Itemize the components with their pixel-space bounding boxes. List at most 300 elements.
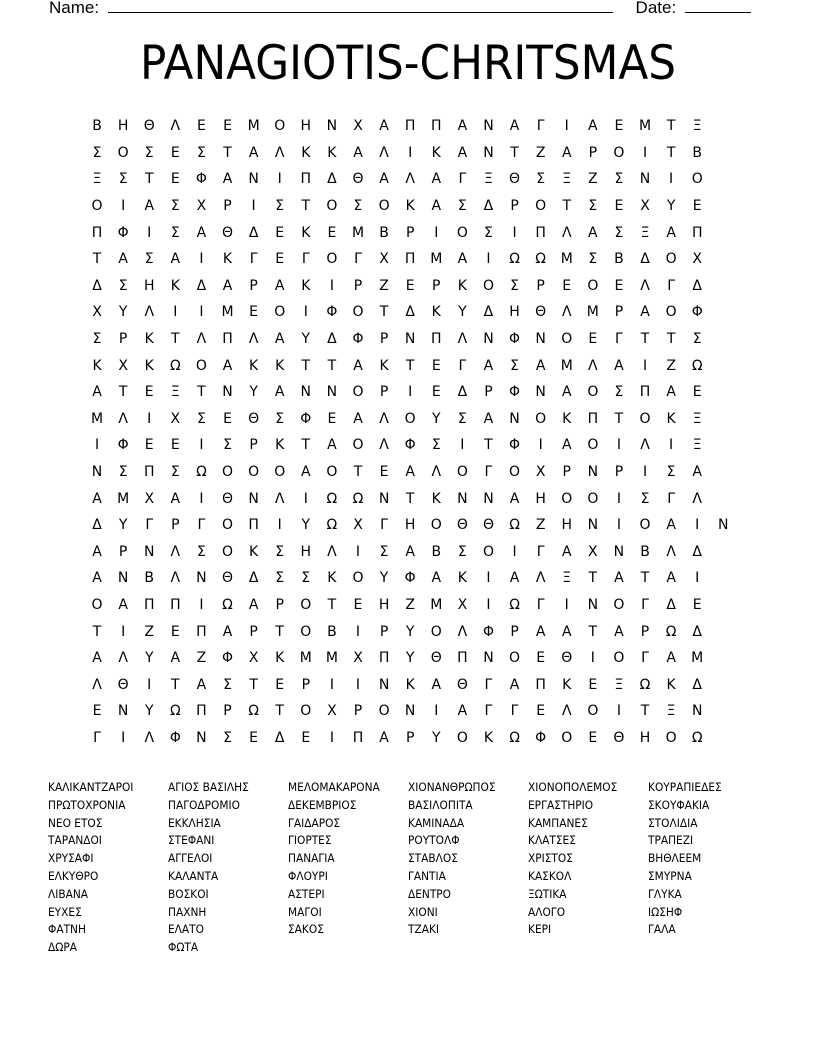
grid-letter: Ο	[91, 198, 103, 215]
grid-letter: Θ	[143, 118, 155, 135]
grid-letter: Τ	[249, 676, 258, 693]
word-list-item: ΣΚΟΥΦΑΚΙΑ	[648, 797, 710, 812]
grid-letter: Α	[379, 729, 389, 746]
grid-letter: Π	[170, 596, 181, 613]
grid-letter: Χ	[588, 543, 598, 560]
grid-letter: Α	[561, 144, 572, 161]
grid-letter: Τ	[405, 357, 415, 374]
grid-letter: Γ	[354, 251, 362, 268]
grid-letter: Σ	[614, 171, 624, 188]
grid-letter: Σ	[588, 251, 598, 268]
word-list-item: ΚΑΜΠΑΝΕΣ	[528, 815, 588, 830]
grid-letter: Ζ	[535, 144, 546, 161]
grid-letter: Ε	[170, 623, 180, 640]
grid-letter: Β	[640, 543, 650, 560]
grid-letter: Μ	[430, 251, 443, 268]
grid-letter: Σ	[484, 224, 493, 241]
grid-letter: Σ	[196, 543, 206, 560]
word-list-item: ΧΙΟΝΑΝΘΡΩΠΟΣ	[408, 780, 496, 794]
grid-letter: Ξ	[666, 703, 676, 720]
grid-letter: Κ	[144, 331, 154, 348]
word-list-item: ΦΑΤΝΗ	[48, 922, 86, 937]
grid-letter: Γ	[249, 251, 258, 268]
grid-letter: Α	[509, 570, 520, 587]
grid-letter: Ι	[329, 277, 334, 294]
grid-letter: Α	[431, 570, 442, 587]
grid-letter: Τ	[118, 384, 128, 401]
grid-letter: Α	[457, 144, 468, 161]
grid-letter: Θ	[117, 676, 129, 693]
grid-letter: Ν	[300, 384, 312, 401]
grid-letter: Ρ	[379, 623, 389, 640]
word-list-item: ΚΕΡΙ	[528, 922, 552, 937]
grid-letter: Ν	[613, 543, 625, 560]
grid-letter: Ε	[301, 729, 311, 746]
grid-letter: Ζ	[196, 650, 207, 667]
grid-letter: Ν	[483, 650, 494, 667]
word-list-item: ΠΡΩΤΟΧΡΟΝΙΑ	[48, 797, 126, 812]
grid-letter: Π	[143, 464, 155, 481]
grid-letter: Σ	[457, 410, 467, 427]
word-list-item: ΣΤΑΒΛΟΣ	[408, 851, 458, 866]
grid-letter: Α	[248, 144, 259, 161]
grid-letter: Ο	[300, 703, 312, 720]
grid-letter: Ι	[616, 703, 621, 720]
word-list-item: ΠΑΧΝΗ	[168, 904, 207, 919]
grid-letter: Τ	[562, 198, 572, 215]
grid-letter: Ι	[669, 171, 674, 188]
grid-letter: Τ	[197, 384, 206, 401]
word-list-item: ΦΛΟΥΡΙ	[288, 868, 328, 883]
grid-letter: Ρ	[118, 543, 128, 560]
grid-row	[84, 193, 744, 220]
grid-letter: Π	[431, 331, 442, 348]
grid-letter: Λ	[561, 224, 572, 241]
grid-letter: Ο	[248, 464, 260, 481]
grid-letter: Κ	[431, 144, 441, 161]
grid-letter: Η	[404, 517, 416, 534]
word-list-item: ΓΑΙΔΑΡΟΣ	[288, 815, 341, 830]
grid-letter: Υ	[405, 650, 415, 667]
grid-letter: Τ	[614, 410, 624, 427]
grid-letter: Σ	[118, 464, 128, 481]
grid-row	[84, 352, 744, 379]
grid-letter: Ω	[352, 490, 364, 507]
grid-letter: Υ	[301, 331, 311, 348]
grid-letter: Λ	[170, 543, 181, 560]
grid-letter: Ο	[326, 198, 338, 215]
grid-letter: Φ	[117, 224, 129, 241]
grid-letter: Λ	[561, 304, 572, 321]
grid-letter: Σ	[118, 171, 128, 188]
grid-letter: Α	[509, 490, 520, 507]
grid-letter: Π	[222, 331, 233, 348]
grid-letter: Ρ	[223, 703, 232, 720]
grid-letter: Ο	[378, 703, 390, 720]
word-list-item: ΚΑΣΚΟΛ	[528, 868, 572, 883]
grid-letter: Ο	[222, 543, 234, 560]
grid-letter: Ε	[431, 357, 441, 374]
grid-letter: Κ	[457, 277, 467, 294]
grid-letter: Β	[692, 144, 702, 161]
grid-letter: Ξ	[640, 224, 650, 241]
grid-letter: Ν	[587, 596, 599, 613]
grid-letter: Π	[352, 729, 364, 746]
grid-letter: Μ	[325, 650, 338, 667]
grid-letter: Ο	[665, 251, 677, 268]
grid-letter: Α	[144, 198, 155, 215]
grid-letter: Ν	[117, 570, 129, 587]
word-list-item: ΓΙΟΡΤΕΣ	[288, 833, 332, 848]
grid-letter: Α	[274, 331, 285, 348]
grid-letter: Κ	[327, 570, 337, 587]
grid-letter: Ε	[327, 224, 337, 241]
grid-letter: Δ	[248, 224, 259, 241]
grid-letter: Κ	[301, 277, 311, 294]
grid-letter: Ι	[590, 650, 595, 667]
grid-letter: Α	[274, 384, 285, 401]
grid-row	[84, 618, 744, 645]
grid-letter: Γ	[301, 251, 310, 268]
grid-letter: Μ	[560, 357, 573, 374]
grid-letter: Ξ	[692, 118, 702, 135]
grid-letter: Α	[614, 357, 624, 374]
grid-letter: Μ	[221, 304, 234, 321]
grid-letter: Ο	[665, 304, 677, 321]
grid-letter: Ε	[92, 703, 102, 720]
grid-letter: Ι	[277, 517, 282, 534]
grid-letter: Ω	[326, 517, 338, 534]
grid-letter: Ι	[564, 596, 569, 613]
grid-letter: Γ	[536, 596, 545, 613]
grid-letter: Ε	[588, 676, 598, 693]
grid-letter: Η	[143, 277, 155, 294]
grid-letter: Θ	[561, 650, 573, 667]
grid-letter: Π	[300, 171, 312, 188]
grid-letter: Τ	[144, 171, 154, 188]
grid-letter: Η	[378, 596, 390, 613]
word-list-item: ΤΖΑΚΙ	[408, 922, 440, 937]
word-column	[528, 779, 648, 957]
word-list-item: ΕΥΧΕΣ	[48, 904, 82, 919]
grid-letter: Λ	[379, 437, 389, 454]
grid-letter: Ρ	[432, 277, 441, 294]
word-list-item: ΜΑΓΟΙ	[288, 904, 322, 919]
word-list-item: ΕΚΚΛΗΣΙΑ	[168, 815, 221, 830]
grid-row	[84, 698, 744, 725]
grid-letter: Τ	[640, 570, 650, 587]
grid-letter: Α	[614, 570, 624, 587]
grid-letter: Ω	[691, 729, 703, 746]
grid-letter: Σ	[431, 437, 441, 454]
grid-letter: Τ	[301, 437, 311, 454]
grid-letter: Ν	[483, 144, 494, 161]
grid-letter: Σ	[92, 331, 102, 348]
grid-letter: Ι	[408, 384, 413, 401]
grid-letter: Ι	[329, 729, 334, 746]
grid-letter: Τ	[510, 144, 519, 161]
grid-letter: Χ	[248, 650, 259, 667]
grid-letter: Α	[92, 490, 102, 507]
grid-letter: Τ	[301, 357, 311, 374]
grid-letter: Χ	[327, 703, 337, 720]
grid-letter: Ι	[199, 251, 204, 268]
grid-letter: Ι	[355, 623, 361, 640]
grid-letter: Ι	[355, 543, 361, 560]
grid-letter: Χ	[379, 251, 389, 268]
word-list-item: ΕΛΚΥΘΡΟ	[48, 868, 99, 883]
word-list-item: ΔΕΚΕΜΒΡΙΟΣ	[288, 797, 357, 812]
grid-letter: Γ	[641, 596, 649, 613]
grid-letter: Κ	[92, 357, 102, 374]
grid-letter: Φ	[509, 437, 521, 454]
grid-letter: Φ	[404, 570, 416, 587]
grid-letter: Ρ	[484, 384, 493, 401]
grid-letter: Β	[144, 570, 155, 587]
grid-letter: Τ	[640, 703, 650, 720]
grid-letter: Θ	[352, 171, 364, 188]
grid-letter: Ν	[248, 490, 259, 507]
grid-letter: Ο	[639, 410, 651, 427]
grid-letter: Κ	[405, 198, 415, 215]
grid-letter: Θ	[456, 517, 468, 534]
grid-letter: Σ	[666, 464, 676, 481]
grid-letter: Υ	[431, 410, 441, 427]
grid-letter: Ω	[509, 517, 520, 534]
grid-letter: Ι	[564, 118, 569, 135]
word-column	[48, 779, 168, 957]
grid-letter: Σ	[457, 198, 467, 215]
grid-letter: Α	[170, 650, 181, 667]
grid-letter: Δ	[692, 676, 702, 693]
grid-letter: Ο	[274, 118, 286, 135]
grid-letter: Ο	[352, 304, 364, 321]
grid-letter: Ε	[536, 703, 546, 720]
grid-letter: Ε	[692, 596, 702, 613]
grid-letter: Ο	[587, 437, 599, 454]
grid-letter: Ν	[535, 331, 546, 348]
grid-letter: Ν	[483, 118, 494, 135]
grid-letter: Φ	[169, 729, 181, 746]
grid-letter: Μ	[247, 118, 260, 135]
grid-letter: Ι	[173, 304, 178, 321]
grid-letter: Ε	[588, 331, 598, 348]
grid-letter: Γ	[641, 650, 649, 667]
grid-letter: Ι	[94, 437, 100, 454]
grid-letter: Β	[327, 623, 337, 640]
grid-letter: Τ	[588, 623, 598, 640]
grid-letter: Γ	[615, 331, 623, 348]
grid-letter: Α	[535, 623, 546, 640]
grid-letter: Θ	[535, 304, 547, 321]
grid-letter: Κ	[327, 144, 337, 161]
grid-letter: Α	[405, 543, 415, 560]
grid-letter: Ι	[251, 198, 256, 215]
grid-letter: Ρ	[536, 277, 545, 294]
grid-letter: Ω	[326, 490, 338, 507]
grid-row	[84, 485, 744, 512]
grid-letter: Τ	[92, 623, 102, 640]
grid-row	[84, 671, 744, 698]
grid-letter: Δ	[327, 171, 337, 188]
grid-letter: Χ	[353, 517, 363, 534]
grid-letter: Σ	[275, 410, 285, 427]
grid-letter: Α	[431, 676, 442, 693]
grid-letter: Ν	[196, 729, 207, 746]
word-list-item: ΣΤΟΛΙΔΙΑ	[648, 815, 698, 830]
grid-letter: Ο	[456, 224, 468, 241]
grid-letter: Η	[300, 543, 312, 560]
grid-letter: Ν	[535, 384, 546, 401]
grid-letter: Λ	[118, 410, 128, 427]
grid-letter: Α	[327, 437, 337, 454]
grid-letter: Γ	[458, 171, 467, 188]
word-list-item: ΡΟΥΤΟΛΦ	[408, 833, 460, 848]
grid-letter: Χ	[353, 118, 363, 135]
grid-letter: Λ	[588, 357, 598, 374]
grid-letter: Σ	[275, 198, 285, 215]
grid-row	[84, 459, 744, 486]
grid-letter: Ι	[147, 410, 152, 427]
grid-letter: Λ	[248, 331, 259, 348]
grid-letter: Ι	[695, 570, 700, 587]
grid-letter: Σ	[170, 198, 180, 215]
word-search-grid	[84, 113, 744, 751]
word-list-item: ΚΟΥΡΑΠΙΕΔΕΣ	[648, 780, 722, 794]
grid-letter: Α	[561, 437, 572, 454]
grid-letter: Δ	[274, 729, 285, 746]
grid-letter: Κ	[405, 676, 415, 693]
grid-letter: Α	[222, 357, 233, 374]
grid-letter: Τ	[588, 570, 598, 587]
grid-letter: Γ	[510, 703, 519, 720]
date-label: Date:	[635, 0, 677, 17]
grid-letter: Α	[561, 623, 572, 640]
grid-letter: Τ	[666, 118, 676, 135]
grid-letter: Ε	[431, 384, 441, 401]
grid-letter: Γ	[536, 543, 545, 560]
grid-letter: Α	[588, 224, 598, 241]
grid-letter: Ε	[249, 304, 259, 321]
page-title: PANAGIOTIS-CHRITSMAS	[139, 36, 677, 91]
grid-letter: Ι	[538, 437, 543, 454]
grid-letter: Ε	[353, 596, 363, 613]
grid-letter: Ο	[456, 464, 468, 481]
grid-letter: Χ	[457, 596, 468, 613]
grid-letter: Μ	[691, 650, 704, 667]
grid-row	[84, 166, 744, 193]
grid-letter: Ρ	[223, 198, 232, 215]
grid-letter: Σ	[223, 676, 232, 693]
grid-letter: Σ	[588, 198, 598, 215]
grid-letter: Α	[457, 703, 468, 720]
grid-letter: Ο	[691, 171, 703, 188]
grid-letter: Ο	[430, 517, 442, 534]
grid-letter: Ρ	[405, 729, 415, 746]
grid-letter: Σ	[275, 543, 285, 560]
grid-letter: Ι	[695, 517, 700, 534]
grid-letter: Η	[639, 729, 651, 746]
grid-letter: Ζ	[405, 596, 415, 613]
grid-letter: Α	[431, 198, 442, 215]
grid-letter: Β	[614, 251, 624, 268]
word-list-item: ΣΜΥΡΝΑ	[648, 868, 692, 883]
grid-letter: Θ	[222, 224, 234, 241]
grid-letter: Ξ	[692, 410, 702, 427]
grid-letter: Υ	[144, 703, 154, 720]
grid-letter: Π	[535, 676, 546, 693]
grid-letter: Α	[614, 623, 624, 640]
grid-letter: Ν	[457, 490, 468, 507]
name-label: Name:	[49, 0, 100, 17]
grid-letter: Γ	[484, 703, 493, 720]
grid-letter: Κ	[144, 357, 154, 374]
grid-letter: Τ	[353, 464, 363, 481]
grid-letter: Κ	[222, 251, 233, 268]
grid-letter: Σ	[457, 543, 467, 560]
grid-letter: Τ	[275, 623, 284, 640]
grid-row	[84, 140, 744, 167]
grid-letter: Υ	[118, 517, 128, 534]
grid-letter: Λ	[118, 650, 128, 667]
grid-letter: Γ	[484, 676, 493, 693]
grid-letter: Ο	[535, 410, 547, 427]
grid-row	[84, 246, 744, 273]
grid-letter: Λ	[92, 676, 102, 693]
grid-letter: Ε	[249, 729, 259, 746]
grid-letter: Ν	[196, 570, 207, 587]
grid-letter: Δ	[327, 331, 337, 348]
grid-letter: Λ	[274, 144, 285, 161]
grid-letter: Π	[91, 224, 103, 241]
grid-letter: Κ	[483, 729, 494, 746]
grid-letter: Κ	[301, 144, 311, 161]
grid-letter: Ο	[613, 596, 625, 613]
grid-letter: Φ	[300, 410, 312, 427]
grid-letter: Ι	[616, 517, 621, 534]
grid-letter: Ι	[512, 543, 517, 560]
grid-letter: Σ	[379, 543, 389, 560]
grid-letter: Ε	[275, 251, 285, 268]
grid-letter: Χ	[92, 304, 102, 321]
grid-letter: Σ	[144, 251, 154, 268]
grid-letter: Υ	[144, 650, 154, 667]
grid-letter: Α	[666, 384, 676, 401]
grid-letter: Α	[196, 676, 207, 693]
grid-letter: Ε	[405, 277, 415, 294]
word-list-item: ΙΩΣΗΦ	[648, 904, 683, 919]
grid-letter: Τ	[171, 676, 180, 693]
grid-letter: Ν	[509, 410, 520, 427]
grid-letter: Ρ	[249, 437, 258, 454]
grid-letter: Δ	[666, 596, 676, 613]
grid-letter: Κ	[379, 357, 389, 374]
grid-letter: Η	[300, 118, 312, 135]
grid-letter: Ε	[170, 144, 180, 161]
grid-letter: Τ	[666, 331, 676, 348]
grid-letter: Μ	[117, 490, 130, 507]
word-list-item: ΜΕΛΟΜΑΚΑΡΟΝΑ	[288, 780, 380, 794]
grid-letter: Τ	[171, 331, 180, 348]
grid-letter: Χ	[196, 198, 207, 215]
grid-letter: Τ	[640, 331, 650, 348]
grid-letter: Ι	[199, 304, 204, 321]
grid-letter: Η	[117, 118, 129, 135]
grid-letter: Σ	[353, 198, 363, 215]
grid-letter: Ε	[144, 384, 154, 401]
grid-letter: Ω	[509, 729, 520, 746]
grid-letter: Ζ	[379, 277, 389, 294]
